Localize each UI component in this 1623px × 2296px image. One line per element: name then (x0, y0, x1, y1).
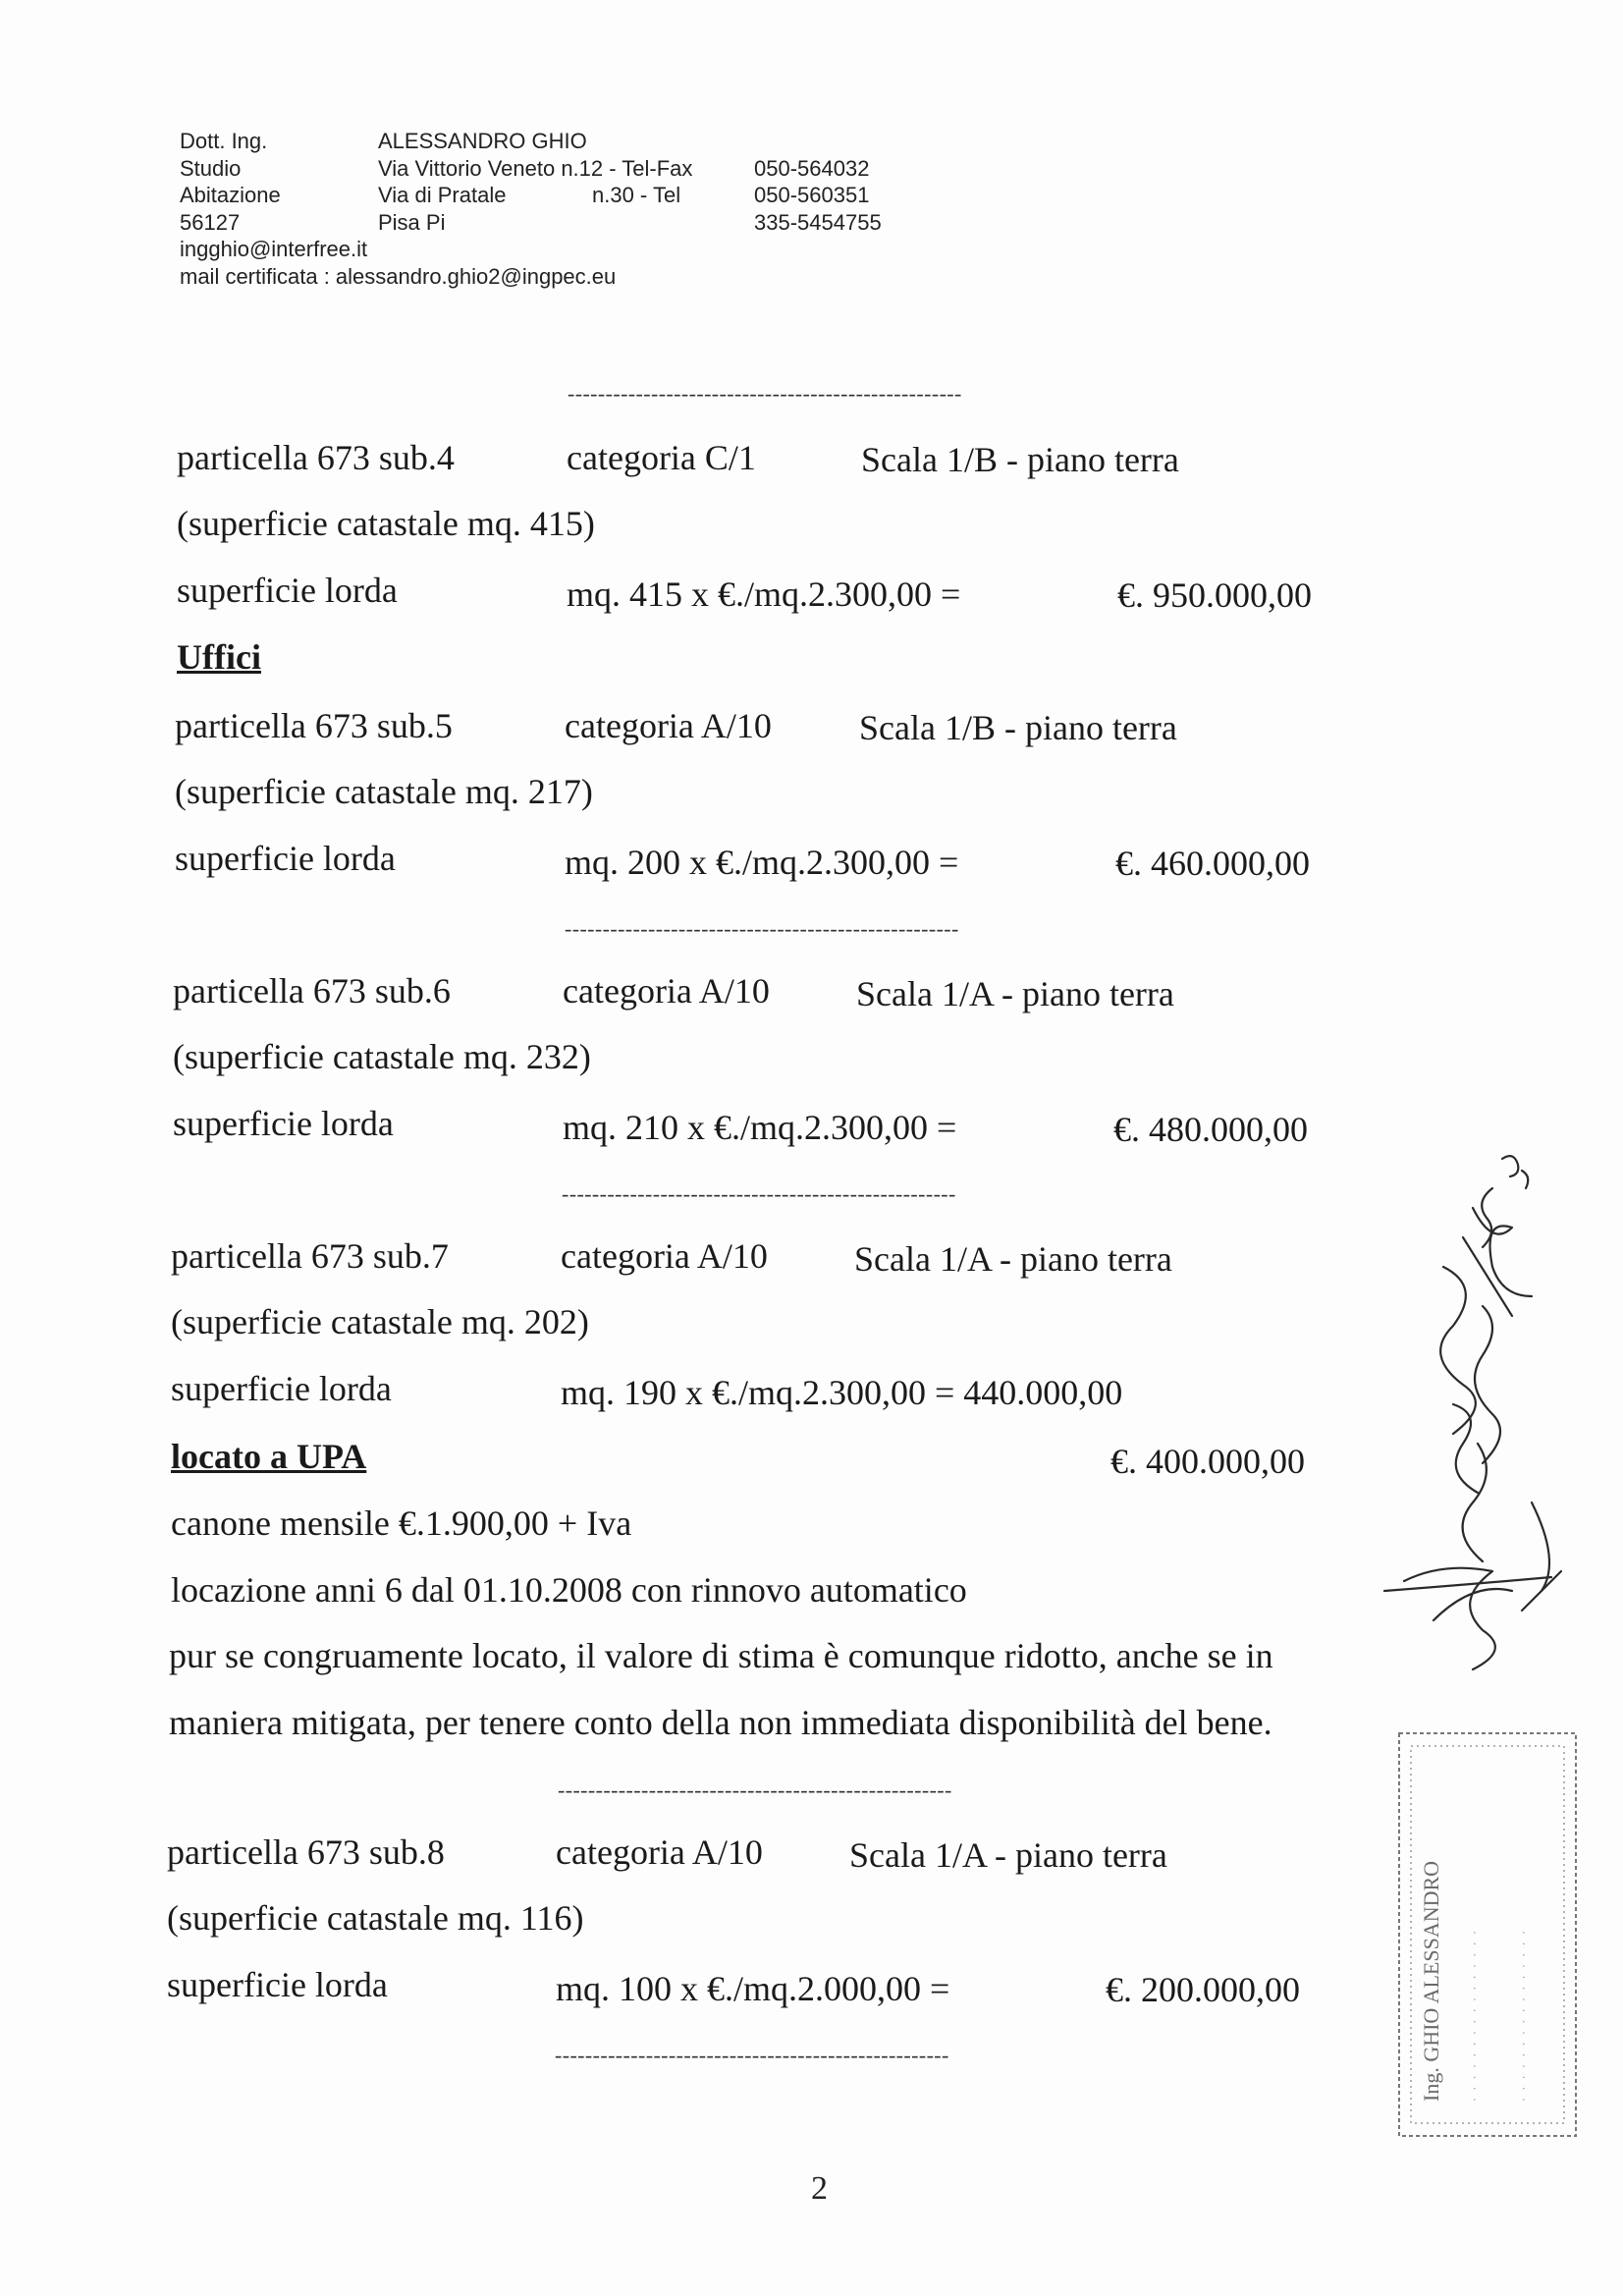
superficie-lorda-label: superficie lorda (171, 1369, 392, 1408)
studio-address: Via Vittorio Veneto n.12 - Tel-Fax (378, 155, 693, 181)
home-label: Abitazione (180, 183, 281, 207)
scala: Scala 1/A - piano terra (854, 1239, 1172, 1279)
superficie-lorda-label: superficie lorda (175, 839, 396, 878)
calcolo: mq. 190 x €./mq.2.300,00 = 440.000,00 (561, 1373, 1123, 1412)
superficie-catastale: (superficie catastale mq. 415) (177, 504, 595, 543)
pec-email: mail certificata : alessandro.ghio2@ingpec.eu (180, 263, 617, 289)
categoria: categoria A/10 (565, 706, 772, 745)
home-number: n.30 - Tel (592, 183, 681, 207)
engineer-name: ALESSANDRO GHIO (378, 129, 587, 153)
particella: particella 673 sub.7 (171, 1236, 449, 1276)
signature (1375, 1149, 1581, 1699)
particella: particella 673 sub.6 (173, 971, 451, 1011)
calcolo: mq. 200 x €./mq.2.300,00 = (565, 843, 959, 882)
scala: Scala 1/B - piano terra (861, 440, 1179, 479)
note-line: pur se congruamente locato, il valore di stima è comunque ridotto, anche se in (169, 1636, 1273, 1675)
calcolo: mq. 415 x €./mq.2.300,00 = (567, 574, 961, 614)
categoria: categoria A/10 (556, 1832, 763, 1872)
mobile-phone: 335-5454755 (754, 209, 882, 235)
title-label: Dott. Ing. (180, 129, 268, 153)
studio-label: Studio (180, 155, 242, 181)
superficie-catastale: (superficie catastale mq. 232) (173, 1037, 591, 1076)
home-street: Via di Pratale (378, 183, 507, 207)
separator-line: ---------------------------------------------------- (568, 381, 962, 406)
separator-line: ---------------------------------------------------- (562, 1181, 956, 1206)
categoria: categoria A/10 (561, 1236, 768, 1276)
scala: Scala 1/A - piano terra (849, 1835, 1167, 1875)
valore: €. 200.000,00 (1106, 1970, 1300, 2009)
calcolo: mq. 100 x €./mq.2.000,00 = (556, 1969, 950, 2008)
email: ingghio@interfree.it (180, 237, 368, 261)
svg-text:· · · · · · · · · · · · · · ·: · · · · · · · · · · · · · · · · (1467, 1929, 1481, 2102)
categoria: categoria A/10 (563, 971, 770, 1011)
particella: particella 673 sub.8 (167, 1832, 445, 1872)
section-heading: Uffici (177, 637, 261, 677)
scala: Scala 1/B - piano terra (859, 708, 1177, 747)
scala: Scala 1/A - piano terra (856, 974, 1174, 1013)
superficie-lorda-label: superficie lorda (167, 1965, 388, 2004)
professional-stamp (1389, 1728, 1586, 2141)
particella: particella 673 sub.5 (175, 706, 453, 745)
superficie-catastale: (superficie catastale mq. 217) (175, 772, 593, 811)
home-phone: 050-560351 (754, 183, 870, 207)
valore: €. 480.000,00 (1113, 1110, 1308, 1149)
studio-phone: 050-564032 (754, 155, 870, 181)
locazione: locazione anni 6 dal 01.10.2008 con rinnovo automatico (171, 1570, 967, 1610)
svg-text:Ing. GHIO ALESSANDRO: Ing. GHIO ALESSANDRO (1419, 1860, 1443, 2102)
superficie-lorda-label: superficie lorda (177, 571, 398, 610)
valore: €. 950.000,00 (1117, 575, 1312, 615)
separator-line: ---------------------------------------------------- (555, 2043, 949, 2067)
locato-label: locato a UPA (171, 1437, 367, 1476)
particella: particella 673 sub.4 (177, 438, 455, 477)
superficie-lorda-label: superficie lorda (173, 1104, 394, 1143)
city: Pisa Pi (378, 209, 446, 235)
superficie-catastale: (superficie catastale mq. 202) (171, 1302, 589, 1341)
page-number: 2 (811, 2170, 828, 2207)
postal-code: 56127 (180, 209, 241, 235)
separator-line: ---------------------------------------------------- (558, 1777, 952, 1802)
valore: €. 460.000,00 (1115, 844, 1310, 883)
categoria: categoria C/1 (567, 438, 756, 477)
superficie-catastale: (superficie catastale mq. 116) (167, 1898, 584, 1938)
calcolo: mq. 210 x €./mq.2.300,00 = (563, 1108, 957, 1147)
locato-valore: €. 400.000,00 (1110, 1442, 1305, 1481)
separator-line: ---------------------------------------------------- (565, 916, 959, 941)
canone-mensile: canone mensile €.1.900,00 + Iva (171, 1503, 632, 1543)
svg-text:· · · · · · · · · · · · · · ·: · · · · · · · · · · · · · · · · (1516, 1929, 1530, 2102)
note-line: maniera mitigata, per tenere conto della non immediata disponibilità del bene. (169, 1703, 1272, 1742)
